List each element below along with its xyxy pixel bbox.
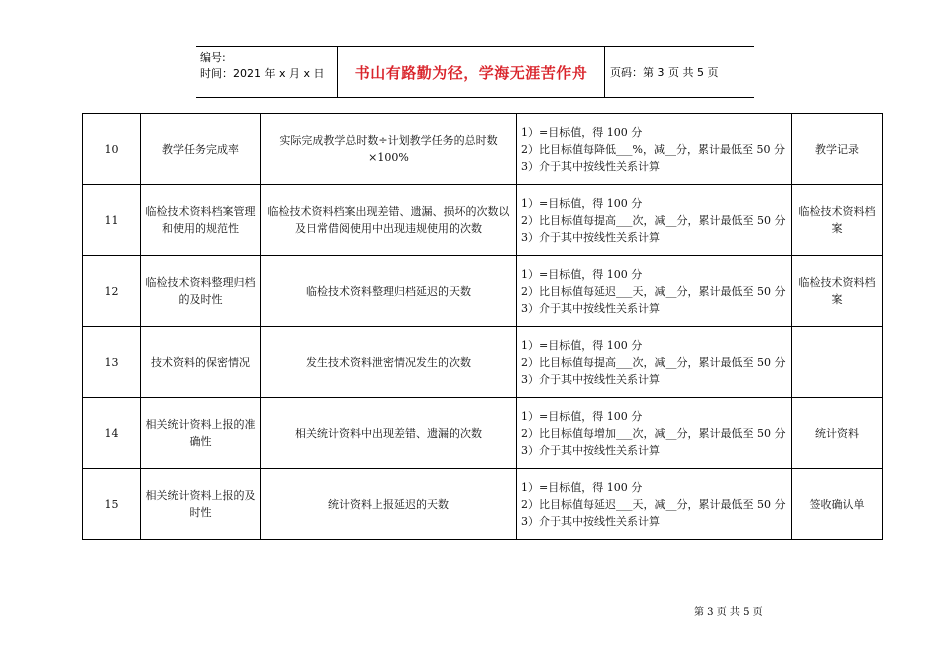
data-source: 临检技术资料档案: [792, 256, 883, 327]
data-source: 临检技术资料档案: [792, 185, 883, 256]
item-number: 15: [83, 469, 141, 540]
indicator-name: 技术资料的保密情况: [141, 327, 261, 398]
standard-line: 3）介于其中按线性关系计算: [521, 230, 660, 244]
calculation-method: 统计资料上报延迟的天数: [261, 469, 517, 540]
scoring-standard: [517, 256, 792, 327]
standard-line: 3）介于其中按线性关系计算: [521, 301, 660, 315]
calculation-method: 发生技术资料泄密情况发生的次数: [261, 327, 517, 398]
standard-line: 2）比目标值每增加___次，减__分，累计最低至 50 分: [521, 426, 786, 440]
data-source: [792, 327, 883, 398]
standard-line: 2）比目标值每延迟___天，减__分，累计最低至 50 分: [521, 284, 786, 298]
indicator-name: 教学任务完成率: [141, 114, 261, 185]
table-row: [83, 469, 883, 540]
header-motto: 书山有路勤为径，学海无涯苦作舟: [354, 63, 588, 82]
standard-line: 1）=目标值，得 100 分: [521, 267, 643, 281]
scoring-standard: [517, 114, 792, 185]
header-divider: [337, 47, 338, 97]
standard-line: 1）=目标值，得 100 分: [521, 409, 643, 423]
calculation-method: 实际完成教学总时数÷计划教学任务的总时数×100%: [261, 114, 517, 185]
calculation-method: 临检技术资料档案出现差错、遗漏、损坏的次数以及日常借阅使用中出现违规使用的次数: [261, 185, 517, 256]
table-row: [83, 256, 883, 327]
calculation-method: 临检技术资料整理归档延迟的天数: [261, 256, 517, 327]
scoring-standard: [517, 185, 792, 256]
standard-line: 3）介于其中按线性关系计算: [521, 443, 660, 457]
scoring-standard: [517, 469, 792, 540]
item-number: 10: [83, 114, 141, 185]
data-source: 统计资料: [792, 398, 883, 469]
indicator-name: 相关统计资料上报的及时性: [141, 469, 261, 540]
page-footer: 第 3 页 共 5 页: [694, 607, 763, 618]
table-row: [83, 114, 883, 185]
item-number: 13: [83, 327, 141, 398]
standard-line: 3）介于其中按线性关系计算: [521, 159, 660, 173]
scoring-standard: [517, 398, 792, 469]
table-row: [83, 398, 883, 469]
document-date: 时间：2021 年 x 月 x 日: [200, 67, 325, 80]
standard-line: 2）比目标值每延迟___天，减__分，累计最低至 50 分: [521, 497, 786, 511]
standard-line: 1）=目标值，得 100 分: [521, 480, 643, 494]
standard-line: 2）比目标值每提高___次，减__分，累计最低至 50 分: [521, 213, 786, 227]
standard-line: 2）比目标值每提高___次，减__分，累计最低至 50 分: [521, 355, 786, 369]
standard-line: 1）=目标值，得 100 分: [521, 196, 643, 210]
data-source: 签收确认单: [792, 469, 883, 540]
standard-line: 1）=目标值，得 100 分: [521, 338, 643, 352]
item-number: 14: [83, 398, 141, 469]
header-meta: [200, 50, 337, 94]
standard-line: 2）比目标值每降低___%，减__分，累计最低至 50 分: [521, 142, 785, 156]
item-number: 12: [83, 256, 141, 327]
data-source: 教学记录: [792, 114, 883, 185]
scoring-standard: [517, 327, 792, 398]
indicator-name: 相关统计资料上报的准确性: [141, 398, 261, 469]
header-divider: [604, 47, 605, 97]
calculation-method: 相关统计资料中出现差错、遗漏的次数: [261, 398, 517, 469]
indicator-name: 临检技术资料整理归档的及时性: [141, 256, 261, 327]
table-row: [83, 327, 883, 398]
item-number: 11: [83, 185, 141, 256]
standard-line: 1）=目标值，得 100 分: [521, 125, 643, 139]
header-page-info: 页码：第 3 页 共 5 页: [610, 66, 719, 79]
standard-line: 3）介于其中按线性关系计算: [521, 372, 660, 386]
indicator-name: 临检技术资料档案管理和使用的规范性: [141, 185, 261, 256]
document-number-label: 编号:: [200, 51, 226, 64]
table-row: [83, 185, 883, 256]
standard-line: 3）介于其中按线性关系计算: [521, 514, 660, 528]
assessment-table: [82, 113, 883, 540]
page-header: [196, 46, 754, 98]
